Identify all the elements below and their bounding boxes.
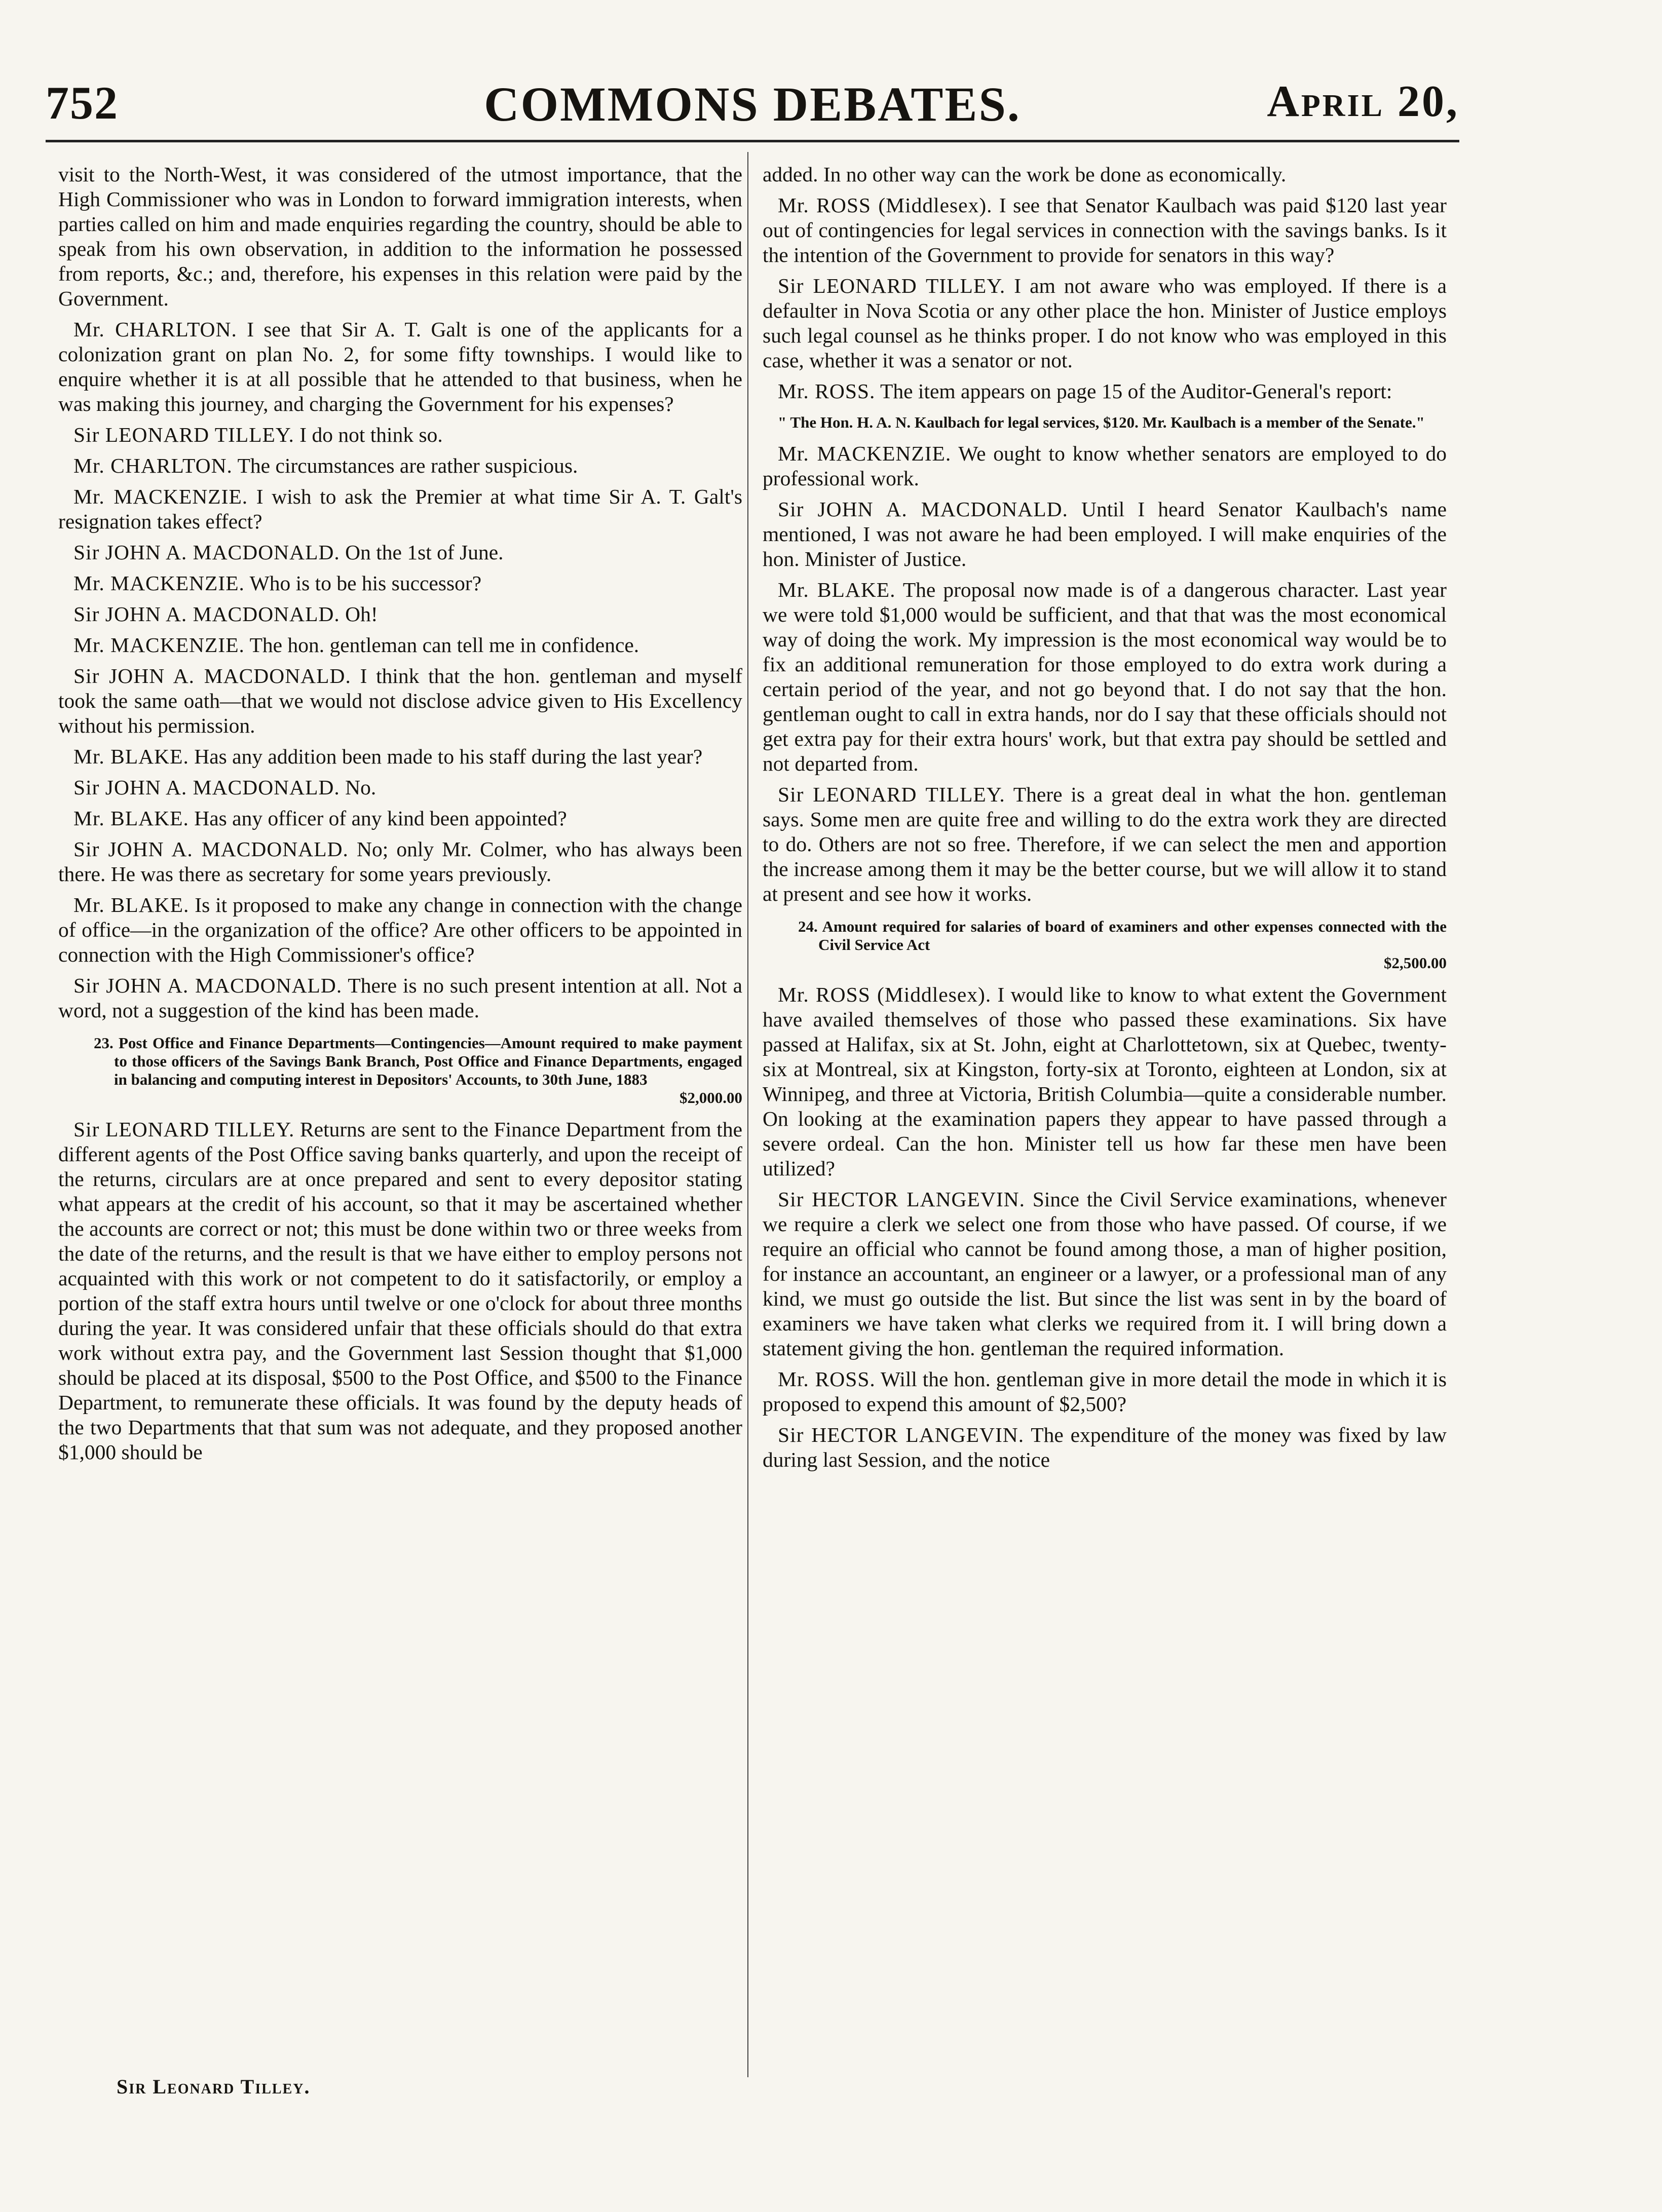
speech-text: Will the hon. gentleman give in more detail the mode in which it is proposed to expend this amount of $2,500? — [763, 1367, 1447, 1416]
speech-text: The circumstances are rather suspicious. — [237, 454, 578, 477]
speech-paragraph — [763, 162, 1447, 187]
column-divider — [747, 152, 748, 2077]
estimate-item-24 — [763, 918, 1447, 972]
item-24-text: 24. Amount required for salaries of board of examiners and other expenses connected with the Civil Service Act — [798, 918, 1447, 954]
speaker-name: Mr. BLAKE. — [73, 807, 189, 830]
speaker-name: Sir LEONARD TILLEY. — [73, 423, 294, 446]
estimate-item-23 — [58, 1034, 742, 1107]
speech-paragraph — [58, 806, 742, 831]
speaker-name: Mr. ROSS (Middlesex). — [778, 194, 993, 217]
speech-text: Oh! — [345, 602, 378, 626]
left-paragraphs — [58, 162, 742, 1023]
speech-text: Until I heard Senator Kaulbach's name mentioned, I was not aware he had been employed. I will make enquiries of the hon. Minister of Justice. — [763, 498, 1447, 570]
speech-paragraph — [58, 744, 742, 769]
speech-paragraph — [763, 578, 1447, 776]
speech-paragraph — [763, 1367, 1447, 1417]
speaker-name: Sir JOHN A. MACDONALD. — [73, 974, 343, 997]
speech-text: I see that Senator Kaulbach was paid $120 last year out of contingencies for legal services in connection with the savings banks. Is it the intention of the Government to provide for senators in this way? — [763, 194, 1447, 266]
speaker-name: Mr. ROSS (Middlesex). — [778, 983, 992, 1006]
speech-text: added. In no other way can the work be done as economically. — [763, 163, 1287, 186]
speaker-name: Mr. CHARLTON. — [73, 318, 237, 341]
item-23-amount: $2,000.00 — [679, 1089, 742, 1107]
speech-text: I see that Sir A. T. Galt is one of the applicants for a colonization grant on plan No. 2, for some fifty townships. I would like to enquire whether it is at all possible that he attended to that business, when he was making this journey, and charging the Government for his expenses? — [58, 318, 742, 415]
auditor-quote: " The Hon. H. A. N. Kaulbach for legal services, $120. Mr. Kaulbach is a member of the Senate." — [778, 413, 1425, 431]
speech-text: Is it proposed to make any change in connection with the change of office—in the organization of the office? Are other officers to be appointed in connection with the High Commissioner's office? — [58, 893, 743, 966]
speech-paragraph — [58, 571, 742, 596]
speech-paragraph — [58, 775, 742, 800]
publication-title: COMMONS DEBATES. — [484, 77, 1021, 131]
speech-paragraph — [58, 1117, 742, 1465]
speech-paragraph — [58, 423, 742, 447]
speaker-name: Sir LEONARD TILLEY. — [778, 274, 1006, 297]
speech-text: There is no such present intention at all. Not a word, not a suggestion of the kind has been made. — [58, 974, 742, 1022]
speaker-name: Mr. CHARLTON. — [73, 454, 233, 477]
speech-paragraph — [763, 193, 1447, 268]
speech-text: I would like to know to what extent the Government have availed themselves of those who passed these examinations. Six have passed at Halifax, six at St. John, eight at Charlottetown, six at Quebec, twenty-six at Montreal, six at Kingston, forty-six at Toronto, eighteen at London, six at Winnipeg, and three at Victoria, British Columbia—quite a considerable number. On looking at the examination papers they appear to have passed through a severe ordeal. Can the hon. Minister tell us how far these men have been utilized? — [763, 983, 1447, 1180]
speech-paragraph — [58, 540, 742, 565]
speech-paragraph — [58, 664, 742, 738]
speech-paragraph — [763, 1187, 1447, 1361]
speech-paragraph — [763, 782, 1447, 906]
right-column — [763, 162, 1447, 1478]
speaker-name: Sir HECTOR LANGEVIN. — [778, 1423, 1025, 1446]
item-23-text: 23. Post Office and Finance Departments—Contingencies—Amount required to make payment to those officers of the Savings Bank Branch, Post Office and Finance Departments, engaged in balancing and computing interest in Depositors' Accounts, to 30th June, 1883 — [94, 1034, 742, 1088]
speech-paragraph — [763, 379, 1447, 404]
speaker-name: Mr. MACKENZIE. — [778, 442, 952, 465]
speech-paragraph — [58, 484, 742, 534]
speech-text: I am not aware who was employed. If there is a defaulter in Nova Scotia or any other place the hon. Minister of Justice employs such legal counsel as he thinks proper. I do not know who was employed in this case, whether it was a senator or not. — [763, 274, 1447, 372]
speaker-name: Mr. ROSS. — [778, 379, 876, 403]
speech-text: Who is to be his successor? — [249, 571, 482, 595]
speech-text: There is a great deal in what the hon. gentleman says. Some men are quite free and willing to do the extra work they are directed to do. Others are not so free. Therefore, if we can select the men and apportion the increase among them it may be the better course, but we will allow it to stand at present and see how it works. — [763, 783, 1447, 905]
speech-text: Returns are sent to the Finance Department from the different agents of the Post Office saving banks quarterly, and upon the receipt of the returns, circulars are at once prepared and sent to every depositor stating what appears at the credit of his account, so that it may be ascertained whether the accounts are correct or not; this must be done within two or three weeks from the date of the returns, and the result is that we have either to employ persons not acquainted with this work or not competent to do it satisfactorily, or employ a portion of the staff extra hours until twelve or one o'clock for about three months during the year. It was considered unfair that these officials should do that extra work without extra pay, and the Government last Session thought that $1,000 should be placed at its disposal, $500 to the Post Office, and $500 to the Finance Department, to remunerate these officials. It was found by the deputy heads of the two Departments that that sum was not adequate, and they proposed another $1,000 should be — [58, 1118, 743, 1464]
page-number: 752 — [46, 77, 119, 129]
speech-paragraph — [763, 982, 1447, 1181]
speech-text: Has any addition been made to his staff during the last year? — [194, 745, 703, 768]
speech-paragraph — [58, 317, 742, 416]
header-rule — [46, 140, 1459, 142]
speaker-name: Sir JOHN A. MACDONALD. — [73, 776, 340, 799]
speech-text: No; only Mr. Colmer, who has always been there. He was there as secretary for some years previously. — [58, 837, 742, 886]
speech-text: The item appears on page 15 of the Auditor-General's report: — [880, 379, 1392, 403]
catchword-footer: Sir Leonard Tilley. — [117, 2075, 311, 2098]
page-header — [46, 76, 1459, 137]
right-paragraphs-3 — [763, 982, 1447, 1472]
speaker-name: Sir JOHN A. MACDONALD. — [73, 602, 340, 626]
speech-paragraph — [58, 893, 742, 967]
speech-paragraph — [58, 633, 742, 658]
right-paragraphs — [763, 162, 1447, 404]
speaker-name: Sir JOHN A. MACDONALD. — [778, 498, 1068, 521]
speech-paragraph — [58, 837, 742, 887]
speaker-name: Sir JOHN A. MACDONALD. — [73, 541, 340, 564]
speech-text: The proposal now made is of a dangerous character. Last year we were told $1,000 would be sufficient, and that that was the most economical way of doing the work. My impression is the most economical way would be to fix an additional remuneration for those employed to do extra work during a certain period of the year, and not go beyond that. I do not say that the hon. gentleman ought to call in extra hands, nor do I say that these officials should not get extra pay for their extra hours' work, but that extra pay should be settled and not departed from. — [763, 578, 1447, 775]
left-paragraphs-2 — [58, 1117, 742, 1465]
speaker-name: Sir JOHN A. MACDONALD. — [73, 664, 351, 688]
right-paragraphs-2 — [763, 441, 1447, 906]
speech-paragraph — [763, 497, 1447, 571]
speech-text: On the 1st of June. — [345, 541, 504, 564]
speech-text: The expenditure of the money was fixed by law during last Session, and the notice — [763, 1423, 1447, 1471]
speech-text: I think that the hon. gentleman and myself took the same oath—that we would not disclose advice given to His Excellency without his permission. — [58, 664, 743, 737]
speaker-name: Mr. ROSS. — [778, 1367, 876, 1391]
speech-paragraph — [58, 973, 742, 1023]
item-24-amount: $2,500.00 — [1384, 954, 1447, 972]
speech-paragraph — [763, 274, 1447, 373]
speech-text: visit to the North-West, it was considered of the utmost importance, that the High Commissioner who was in London to forward immigration interests, when parties called on him and made enquiries regarding the country, should be able to speak from his own observation, in addition to the information he possessed from reports, &c.; and, therefore, his expenses in this relation were paid by the Government. — [58, 163, 742, 310]
speaker-name: Mr. MACKENZIE. — [73, 633, 245, 657]
speech-text: The hon. gentleman can tell me in confidence. — [249, 633, 639, 657]
speech-paragraph — [763, 1423, 1447, 1472]
page-date: April 20, — [1267, 77, 1459, 126]
speech-text: We ought to know whether senators are employed to do professional work. — [763, 442, 1447, 490]
speaker-name: Mr. BLAKE. — [73, 893, 190, 917]
speech-text: I do not think so. — [299, 423, 443, 446]
speech-text: Has any officer of any kind been appointed? — [194, 807, 567, 830]
speaker-name: Mr. MACKENZIE. — [73, 485, 248, 508]
speaker-name: Sir LEONARD TILLEY. — [778, 783, 1005, 806]
speaker-name: Sir LEONARD TILLEY. — [73, 1118, 295, 1141]
speaker-name: Sir HECTOR LANGEVIN. — [778, 1188, 1025, 1211]
speech-paragraph — [58, 162, 742, 311]
speaker-name: Sir JOHN A. MACDONALD. — [73, 837, 349, 861]
left-column — [58, 162, 742, 1471]
speech-paragraph — [763, 441, 1447, 491]
speech-paragraph — [58, 453, 742, 478]
speaker-name: Mr. MACKENZIE. — [73, 571, 245, 595]
speech-text: Since the Civil Service examinations, whenever we require a clerk we select one from those who have passed. Of course, if we require an official who cannot be found among those, a man of higher position, for instance an accountant, an engineer or a lawyer, or a professional man of any kind, we must go outside the list. But since the list was sent in by the board of examiners we have taken what clerks we required from it. I will bring down a statement giving the hon. gentleman the required information. — [763, 1188, 1447, 1360]
speech-text: No. — [345, 776, 376, 799]
speaker-name: Mr. BLAKE. — [778, 578, 896, 601]
speech-paragraph — [58, 602, 742, 627]
speech-text: I wish to ask the Premier at what time Sir A. T. Galt's resignation takes effect? — [58, 485, 742, 533]
speaker-name: Mr. BLAKE. — [73, 745, 189, 768]
